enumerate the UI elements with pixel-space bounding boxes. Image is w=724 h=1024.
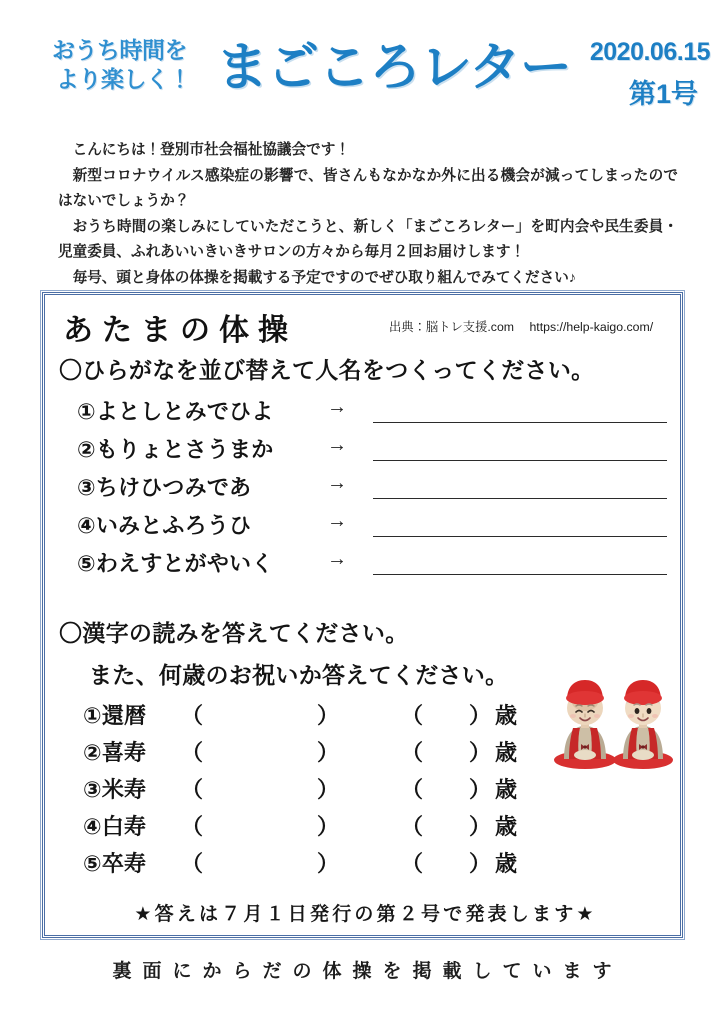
newsletter-title: まごころレター xyxy=(216,39,571,97)
intro-paragraph-2: 新型コロナウイルス感染症の影響で、皆さんもなかなか外に出る機会が減ってしまったのではないでしょうか？ xyxy=(58,167,678,209)
intro-paragraph-1: こんにちは！登別市社会福祉協議会です！ xyxy=(72,142,350,158)
answer-blank-line[interactable] xyxy=(373,574,667,575)
source-label: 出典：脳トレ支援.com xyxy=(389,320,515,334)
question-1-row xyxy=(45,471,686,509)
question-2-heading: 〇漢字の読みを答えてください。 xyxy=(59,620,409,646)
age-unit: 歳 xyxy=(495,851,518,876)
exercise-source xyxy=(389,317,653,335)
intro-text xyxy=(58,138,678,291)
tagline-line-2: より楽しく！ xyxy=(56,66,191,92)
publication-date: 2020.06.15 xyxy=(589,38,710,66)
question-1-item-label: ③ちけひつみであ xyxy=(77,475,252,500)
elderly-couple-illustration xyxy=(548,660,680,772)
reading-paren-close: ） xyxy=(317,703,340,728)
age-paren-open: （ xyxy=(401,851,424,876)
age-paren-close: ） xyxy=(469,703,492,728)
age-paren-open: （ xyxy=(401,703,424,728)
answer-blank-line[interactable] xyxy=(373,422,667,423)
question-2-row xyxy=(45,773,686,810)
age-unit: 歳 xyxy=(495,777,518,802)
age-unit: 歳 xyxy=(495,740,518,765)
exercise-box xyxy=(42,292,683,938)
answer-blank-line[interactable] xyxy=(373,536,667,537)
arrow-icon: → xyxy=(327,434,347,456)
age-paren-close: ） xyxy=(469,777,492,802)
reading-paren-open: （ xyxy=(181,740,204,765)
reading-paren-open: （ xyxy=(181,703,204,728)
question-1-item-label: ②もりょとさうまか xyxy=(77,437,274,462)
reading-paren-close: ） xyxy=(317,814,340,839)
source-url[interactable]: https://help-kaigo.com/ xyxy=(529,320,654,334)
question-2-item-label: ④白寿 xyxy=(83,814,147,839)
question-2-row xyxy=(45,810,686,847)
reading-paren-open: （ xyxy=(181,851,204,876)
issue-number: 第1号 xyxy=(628,79,698,109)
reading-paren-close: ） xyxy=(317,851,340,876)
reading-paren-close: ） xyxy=(317,777,340,802)
answer-announcement: ★答えは７月１日発行の第２号で発表します★ xyxy=(134,904,597,925)
answer-blank-line[interactable] xyxy=(373,498,667,499)
question-2-subheading: また、何歳のお祝いか答えてください。 xyxy=(89,662,509,688)
question-2-row xyxy=(45,847,686,884)
intro-paragraph-4: 毎号、頭と身体の体操を掲載する予定ですのでぜひ取り組んでみてください♪ xyxy=(72,269,577,286)
age-paren-close: ） xyxy=(469,814,492,839)
arrow-icon: → xyxy=(327,510,347,532)
reading-paren-close: ） xyxy=(317,740,340,765)
arrow-icon: → xyxy=(327,548,347,570)
question-1-row xyxy=(45,395,686,433)
question-1-item-label: ⑤わえすとがやいく xyxy=(77,551,274,576)
age-paren-open: （ xyxy=(401,740,424,765)
arrow-icon: → xyxy=(327,472,347,494)
question-1-row xyxy=(45,433,686,471)
tagline-line-1: おうち時間を xyxy=(52,37,187,63)
age-paren-close: ） xyxy=(469,740,492,765)
question-2-item-label: ②喜寿 xyxy=(83,740,147,765)
reading-paren-open: （ xyxy=(181,777,204,802)
question-1-heading: 〇ひらがなを並び替えて人名をつくってください。 xyxy=(59,357,595,383)
arrow-icon: → xyxy=(327,396,347,418)
age-unit: 歳 xyxy=(495,703,518,728)
exercise-title: あたまの体操 xyxy=(63,314,297,347)
age-paren-close: ） xyxy=(469,851,492,876)
question-1-list xyxy=(45,395,686,585)
masthead-tagline xyxy=(52,36,224,94)
age-unit: 歳 xyxy=(495,814,518,839)
question-1-row xyxy=(45,509,686,547)
age-paren-open: （ xyxy=(401,814,424,839)
answer-blank-line[interactable] xyxy=(373,460,667,461)
question-1-item-label: ④いみとふろうひ xyxy=(77,513,252,538)
age-paren-open: （ xyxy=(401,777,424,802)
question-1-item-label: ①よとしとみでひよ xyxy=(77,399,274,424)
intro-paragraph-3: おうち時間の楽しみにしていただこうと、新しく「まごころレター」を町内会や民生委員・児童委員、ふれあいいきいきサロンの方々から毎月２回お届けします！ xyxy=(58,218,678,260)
question-2-item-label: ③米寿 xyxy=(83,777,147,802)
back-side-note: 裏面にからだの体操を掲載しています xyxy=(112,961,623,982)
masthead xyxy=(0,34,724,116)
elderly-figure-right xyxy=(613,680,673,769)
question-2-item-label: ①還暦 xyxy=(83,703,147,728)
question-2-item-label: ⑤卒寿 xyxy=(83,851,147,876)
reading-paren-open: （ xyxy=(181,814,204,839)
elderly-figure-left xyxy=(554,680,616,769)
question-1-row xyxy=(45,547,686,585)
